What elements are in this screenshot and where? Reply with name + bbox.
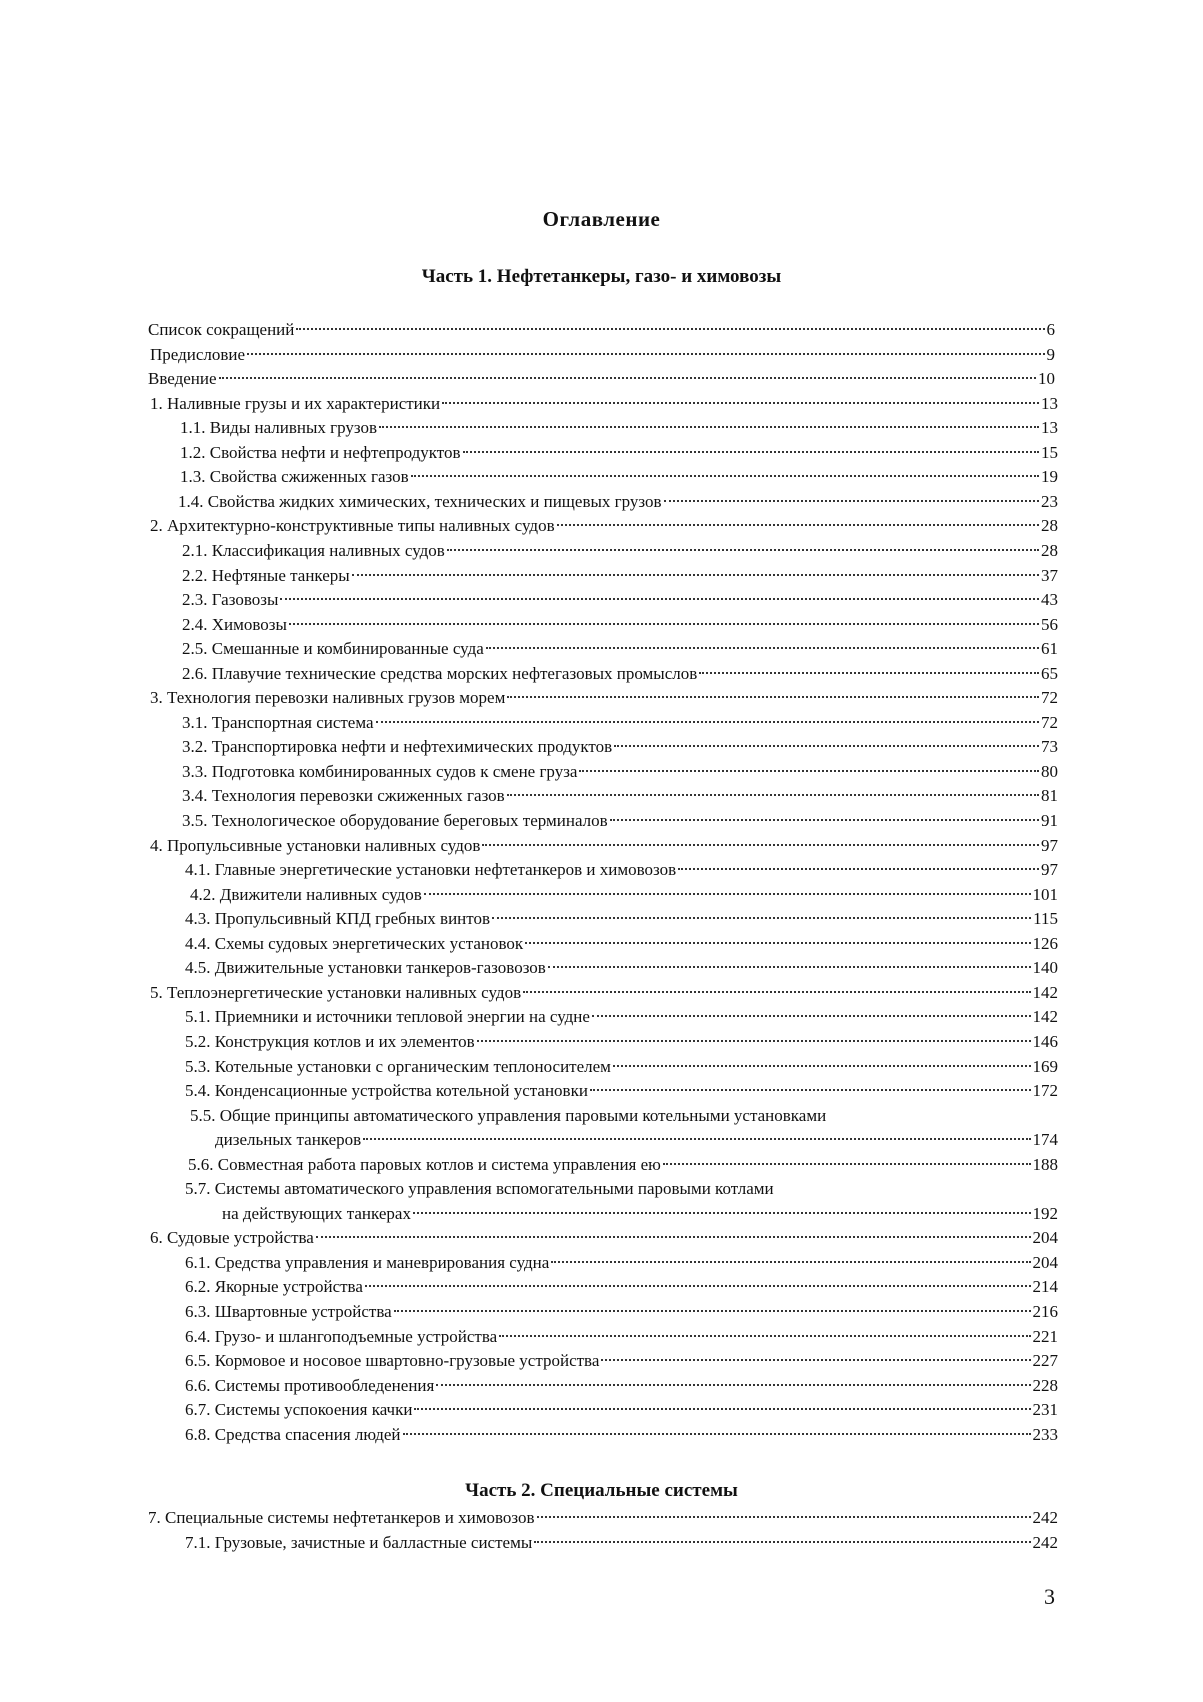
toc-entry-title: 3.4. Технология перевозки сжиженных газов (182, 786, 505, 806)
toc-entry-page: 142 (1032, 1007, 1058, 1027)
toc-entry-page: 146 (1032, 1031, 1058, 1051)
toc-entry (150, 514, 1058, 538)
toc-entry (185, 1349, 1058, 1373)
dot-leader (548, 966, 1031, 968)
toc-entry (150, 392, 1058, 416)
toc-entry-page: 126 (1032, 933, 1058, 953)
toc-entry-title: 4.5. Движительные установки танкеров-газовозов (185, 958, 546, 978)
toc-entry-title: 1.2. Свойства нефти и нефтепродуктов (180, 442, 461, 462)
dot-leader (614, 745, 1039, 747)
toc-entry-page: 97 (1041, 860, 1058, 880)
toc-entry-title: 2.5. Смешанные и комбинированные суда (182, 639, 484, 659)
toc-entry-title: 2.1. Классификация наливных судов (182, 540, 445, 560)
toc-entry (185, 1055, 1058, 1079)
toc-entry-page: 242 (1032, 1508, 1058, 1527)
toc-entry (148, 318, 1055, 342)
toc-entry (185, 1300, 1058, 1324)
toc-entry-page: 188 (1032, 1154, 1058, 1174)
dot-leader (678, 868, 1039, 870)
toc-entry-title: 1.3. Свойства сжиженных газов (180, 467, 409, 487)
toc-entry (185, 1251, 1058, 1275)
toc-entry (185, 1005, 1058, 1029)
toc-entry-title: 3.1. Транспортная система (182, 712, 374, 732)
toc-entry-title: 5.4. Конденсационные устройства котельной установки (185, 1081, 588, 1101)
dot-leader (557, 524, 1039, 526)
toc-entry-page: 43 (1041, 590, 1058, 610)
page-number: 3 (1044, 1584, 1055, 1609)
toc-entry-title: Список сокращений (148, 320, 295, 339)
dot-leader (289, 623, 1039, 625)
toc-entry (188, 1153, 1058, 1177)
toc-entry (185, 1423, 1058, 1447)
toc-entry-title: 6.4. Грузо- и шлангоподъемные устройства (185, 1326, 498, 1346)
toc-entry-page: 233 (1032, 1424, 1058, 1444)
toc-entry: 5.7. Системы автоматического управления вспомогательными паровыми котлами (185, 1179, 774, 1199)
toc-entry (185, 1275, 1058, 1299)
toc-entry-title: 1.4. Свойства жидких химических, технических и пищевых грузов (178, 491, 662, 511)
toc-entry (150, 981, 1058, 1005)
toc-entry-page: 61 (1041, 639, 1058, 659)
toc-entry-page: 204 (1032, 1252, 1058, 1272)
toc-entry-page: 28 (1041, 540, 1058, 560)
dot-leader (447, 549, 1039, 551)
toc-entry (182, 760, 1058, 784)
toc-entry-title: 6.5. Кормовое и носовое швартовно-грузовые устройства (185, 1351, 600, 1371)
dot-leader (486, 647, 1039, 649)
toc-entry-page: 13 (1041, 418, 1058, 438)
dot-leader (442, 402, 1039, 404)
dot-leader (247, 353, 1044, 355)
toc-entry (148, 1506, 1058, 1530)
dot-leader (551, 1261, 1030, 1263)
toc-entry-title: 4. Пропульсивные установки наливных судов (150, 835, 481, 855)
toc-entry (185, 1531, 1058, 1555)
toc-entry-title: на действующих танкерах (222, 1203, 411, 1223)
toc-entry-title: Введение (148, 369, 217, 389)
toc-entry (185, 1398, 1058, 1422)
toc-entry (178, 490, 1058, 514)
toc-entry (185, 907, 1058, 931)
dot-leader (525, 942, 1030, 944)
dot-leader (352, 574, 1039, 576)
toc-entry-title: 1. Наливные грузы и их характеристики (150, 393, 441, 413)
toc-entry-title: 6. Судовые устройства (150, 1228, 314, 1248)
dot-leader (482, 844, 1039, 846)
toc-entry-page: 216 (1032, 1302, 1058, 1321)
toc-entry-title: 6.2. Якорные устройства (185, 1277, 363, 1297)
toc-entry (215, 1128, 1058, 1152)
toc-entry (150, 834, 1058, 858)
toc-entry-title: 2.3. Газовозы (182, 590, 279, 610)
toc-entry (180, 441, 1058, 465)
toc-entry (182, 588, 1058, 612)
dot-leader (403, 1433, 1031, 1435)
toc-entry-title: 6.7. Системы успокоения качки (185, 1400, 413, 1420)
dot-leader (507, 696, 1039, 698)
toc-entry-title: Предисловие (150, 344, 246, 364)
dot-leader (436, 1384, 1030, 1386)
dot-leader (579, 770, 1039, 772)
toc-entry-page: 214 (1032, 1277, 1058, 1297)
dot-leader (601, 1359, 1030, 1361)
dot-leader (316, 1236, 1031, 1238)
toc-entry-page: 97 (1041, 835, 1058, 855)
toc-entry-title: 5. Теплоэнергетические установки наливных судов (150, 982, 522, 1002)
toc-entry (185, 1374, 1058, 1398)
toc-entry (180, 465, 1058, 489)
toc-entry-page: 174 (1032, 1130, 1058, 1150)
dot-leader (613, 1065, 1031, 1067)
toc-entry-title: 6.3. Швартовные устройства (185, 1302, 392, 1321)
toc-entry (185, 1325, 1058, 1349)
dot-leader (463, 451, 1039, 453)
dot-leader (376, 721, 1039, 723)
toc-entry-title: 1.1. Виды наливных грузов (180, 418, 378, 438)
toc-entry (185, 956, 1058, 980)
dot-leader (296, 328, 1044, 330)
toc-entry-page: 227 (1032, 1351, 1058, 1371)
part-2-heading: Часть 2. Специальные системы (465, 1480, 738, 1501)
toc-entry-page: 142 (1032, 982, 1058, 1002)
toc-entry-page: 91 (1041, 811, 1058, 830)
toc-entry-page: 9 (1046, 344, 1055, 364)
toc-entry-title: 2. Архитектурно-конструктивные типы наливных судов (150, 516, 555, 536)
toc-entry (182, 735, 1058, 759)
dot-leader (477, 1040, 1031, 1042)
toc-entry-page: 192 (1032, 1203, 1058, 1223)
dot-leader (592, 1015, 1031, 1017)
toc-entry-title: 2.4. Химовозы (182, 614, 287, 634)
toc-entry-page: 80 (1041, 761, 1058, 781)
toc-entry-page: 37 (1041, 565, 1058, 585)
dot-leader (363, 1138, 1030, 1140)
toc-entry-page: 65 (1041, 663, 1058, 683)
toc-entry-page: 23 (1041, 491, 1058, 511)
toc-entry (182, 809, 1058, 833)
toc-entry (190, 883, 1058, 907)
toc-entry-page: 73 (1041, 737, 1058, 757)
toc-entry: 5.5. Общие принципы автоматического управления паровыми котельными установками (190, 1105, 827, 1125)
toc-entry (150, 686, 1058, 710)
toc-entry (148, 367, 1055, 391)
toc-entry (182, 637, 1058, 661)
toc-entry-title: 4.3. Пропульсивный КПД гребных винтов (185, 909, 491, 929)
page-title: Оглавление (542, 207, 661, 231)
toc-entry-page: 172 (1032, 1081, 1058, 1101)
toc-entry-title: 4.1. Главные энергетические установки нефтетанкеров и химовозов (185, 860, 677, 880)
toc-entry-title: дизельных танкеров (215, 1130, 362, 1150)
dot-leader (424, 893, 1031, 895)
dot-leader (537, 1516, 1031, 1518)
toc-entry-title: 2.2. Нефтяные танкеры (182, 565, 350, 585)
toc-entry-page: 115 (1033, 909, 1058, 929)
toc-entry-title: 3.2. Транспортировка нефти и нефтехимических продуктов (182, 737, 613, 757)
toc-entry (180, 416, 1058, 440)
toc-entry-page: 28 (1041, 516, 1058, 536)
toc-entry (182, 711, 1058, 735)
toc-entry-title: 5.1. Приемники и источники тепловой энергии на судне (185, 1007, 590, 1027)
toc-entry (185, 1030, 1058, 1054)
dot-leader (507, 794, 1039, 796)
dot-leader (413, 1212, 1031, 1214)
toc-entry-title: 2.6. Плавучие технические средства морских нефтегазовых промыслов (182, 663, 698, 683)
toc-entry (182, 564, 1058, 588)
toc-entry-title: 3. Технология перевозки наливных грузов морем (150, 688, 506, 708)
toc-entry-title: 5.6. Совместная работа паровых котлов и система управления ею (188, 1154, 661, 1174)
toc-entry-title: 5.2. Конструкция котлов и их элементов (185, 1031, 475, 1051)
toc-entry-page: 101 (1032, 884, 1058, 904)
toc-entry (182, 613, 1058, 637)
toc-entry (150, 343, 1055, 367)
dot-leader (379, 426, 1039, 428)
toc-entry-title: 6.6. Системы противообледенения (185, 1375, 435, 1395)
toc-entry (182, 539, 1058, 563)
dot-leader (663, 1163, 1031, 1165)
dot-leader (534, 1541, 1030, 1543)
part-1-heading: Часть 1. Нефтетанкеры, газо- и химовозы (421, 266, 782, 287)
toc-entry-page: 56 (1041, 614, 1058, 634)
toc-entry-title: 6.8. Средства спасения людей (185, 1424, 401, 1444)
toc-entry (182, 784, 1058, 808)
toc-entry (222, 1202, 1058, 1226)
toc-entry (185, 858, 1058, 882)
dot-leader (492, 917, 1031, 919)
toc-entry-page: 19 (1041, 467, 1058, 487)
toc-entry-page: 140 (1032, 958, 1058, 978)
toc-entry-page: 169 (1032, 1056, 1058, 1076)
toc-entry-title: 7.1. Грузовые, зачистные и балластные системы (185, 1532, 533, 1552)
dot-leader (414, 1408, 1030, 1410)
dot-leader (499, 1335, 1030, 1337)
toc-entry-page: 72 (1041, 712, 1058, 732)
toc-entry-page: 81 (1041, 786, 1058, 806)
dot-leader (590, 1089, 1031, 1091)
toc-entry-page: 15 (1041, 442, 1058, 462)
toc-entry-page: 221 (1032, 1326, 1058, 1346)
toc-entry (182, 662, 1058, 686)
toc-entry-title: 4.4. Схемы судовых энергетических установок (185, 933, 524, 953)
dot-leader (394, 1310, 1031, 1312)
toc-entry (185, 932, 1058, 956)
toc-entry-page: 6 (1046, 320, 1055, 339)
dot-leader (610, 819, 1039, 821)
toc-entry-page: 231 (1032, 1400, 1058, 1420)
dot-leader (664, 500, 1039, 502)
toc-entry-page: 204 (1032, 1228, 1058, 1248)
dot-leader (411, 475, 1039, 477)
toc-entry-title: 3.5. Технологическое оборудование береговых терминалов (182, 811, 608, 830)
toc-entry (150, 1226, 1058, 1250)
dot-leader (280, 598, 1039, 600)
toc-entry-title: 3.3. Подготовка комбинированных судов к смене груза (182, 761, 578, 781)
toc-entry-page: 10 (1038, 369, 1055, 389)
dot-leader (219, 377, 1036, 379)
toc-entry-title: 6.1. Средства управления и маневрирования судна (185, 1252, 550, 1272)
toc-entry (185, 1079, 1058, 1103)
toc-entry-title: 5.3. Котельные установки с органическим теплоносителем (185, 1056, 611, 1076)
toc-entry-title: 7. Специальные системы нефтетанкеров и химовозов (148, 1508, 535, 1527)
toc-entry-page: 72 (1041, 688, 1058, 708)
dot-leader (523, 991, 1030, 993)
toc-entry-page: 228 (1032, 1375, 1058, 1395)
dot-leader (699, 672, 1039, 674)
toc-entry-title: 4.2. Движители наливных судов (190, 884, 422, 904)
dot-leader (365, 1285, 1031, 1287)
toc-entry-page: 242 (1032, 1532, 1058, 1552)
toc-entry-page: 13 (1041, 393, 1058, 413)
